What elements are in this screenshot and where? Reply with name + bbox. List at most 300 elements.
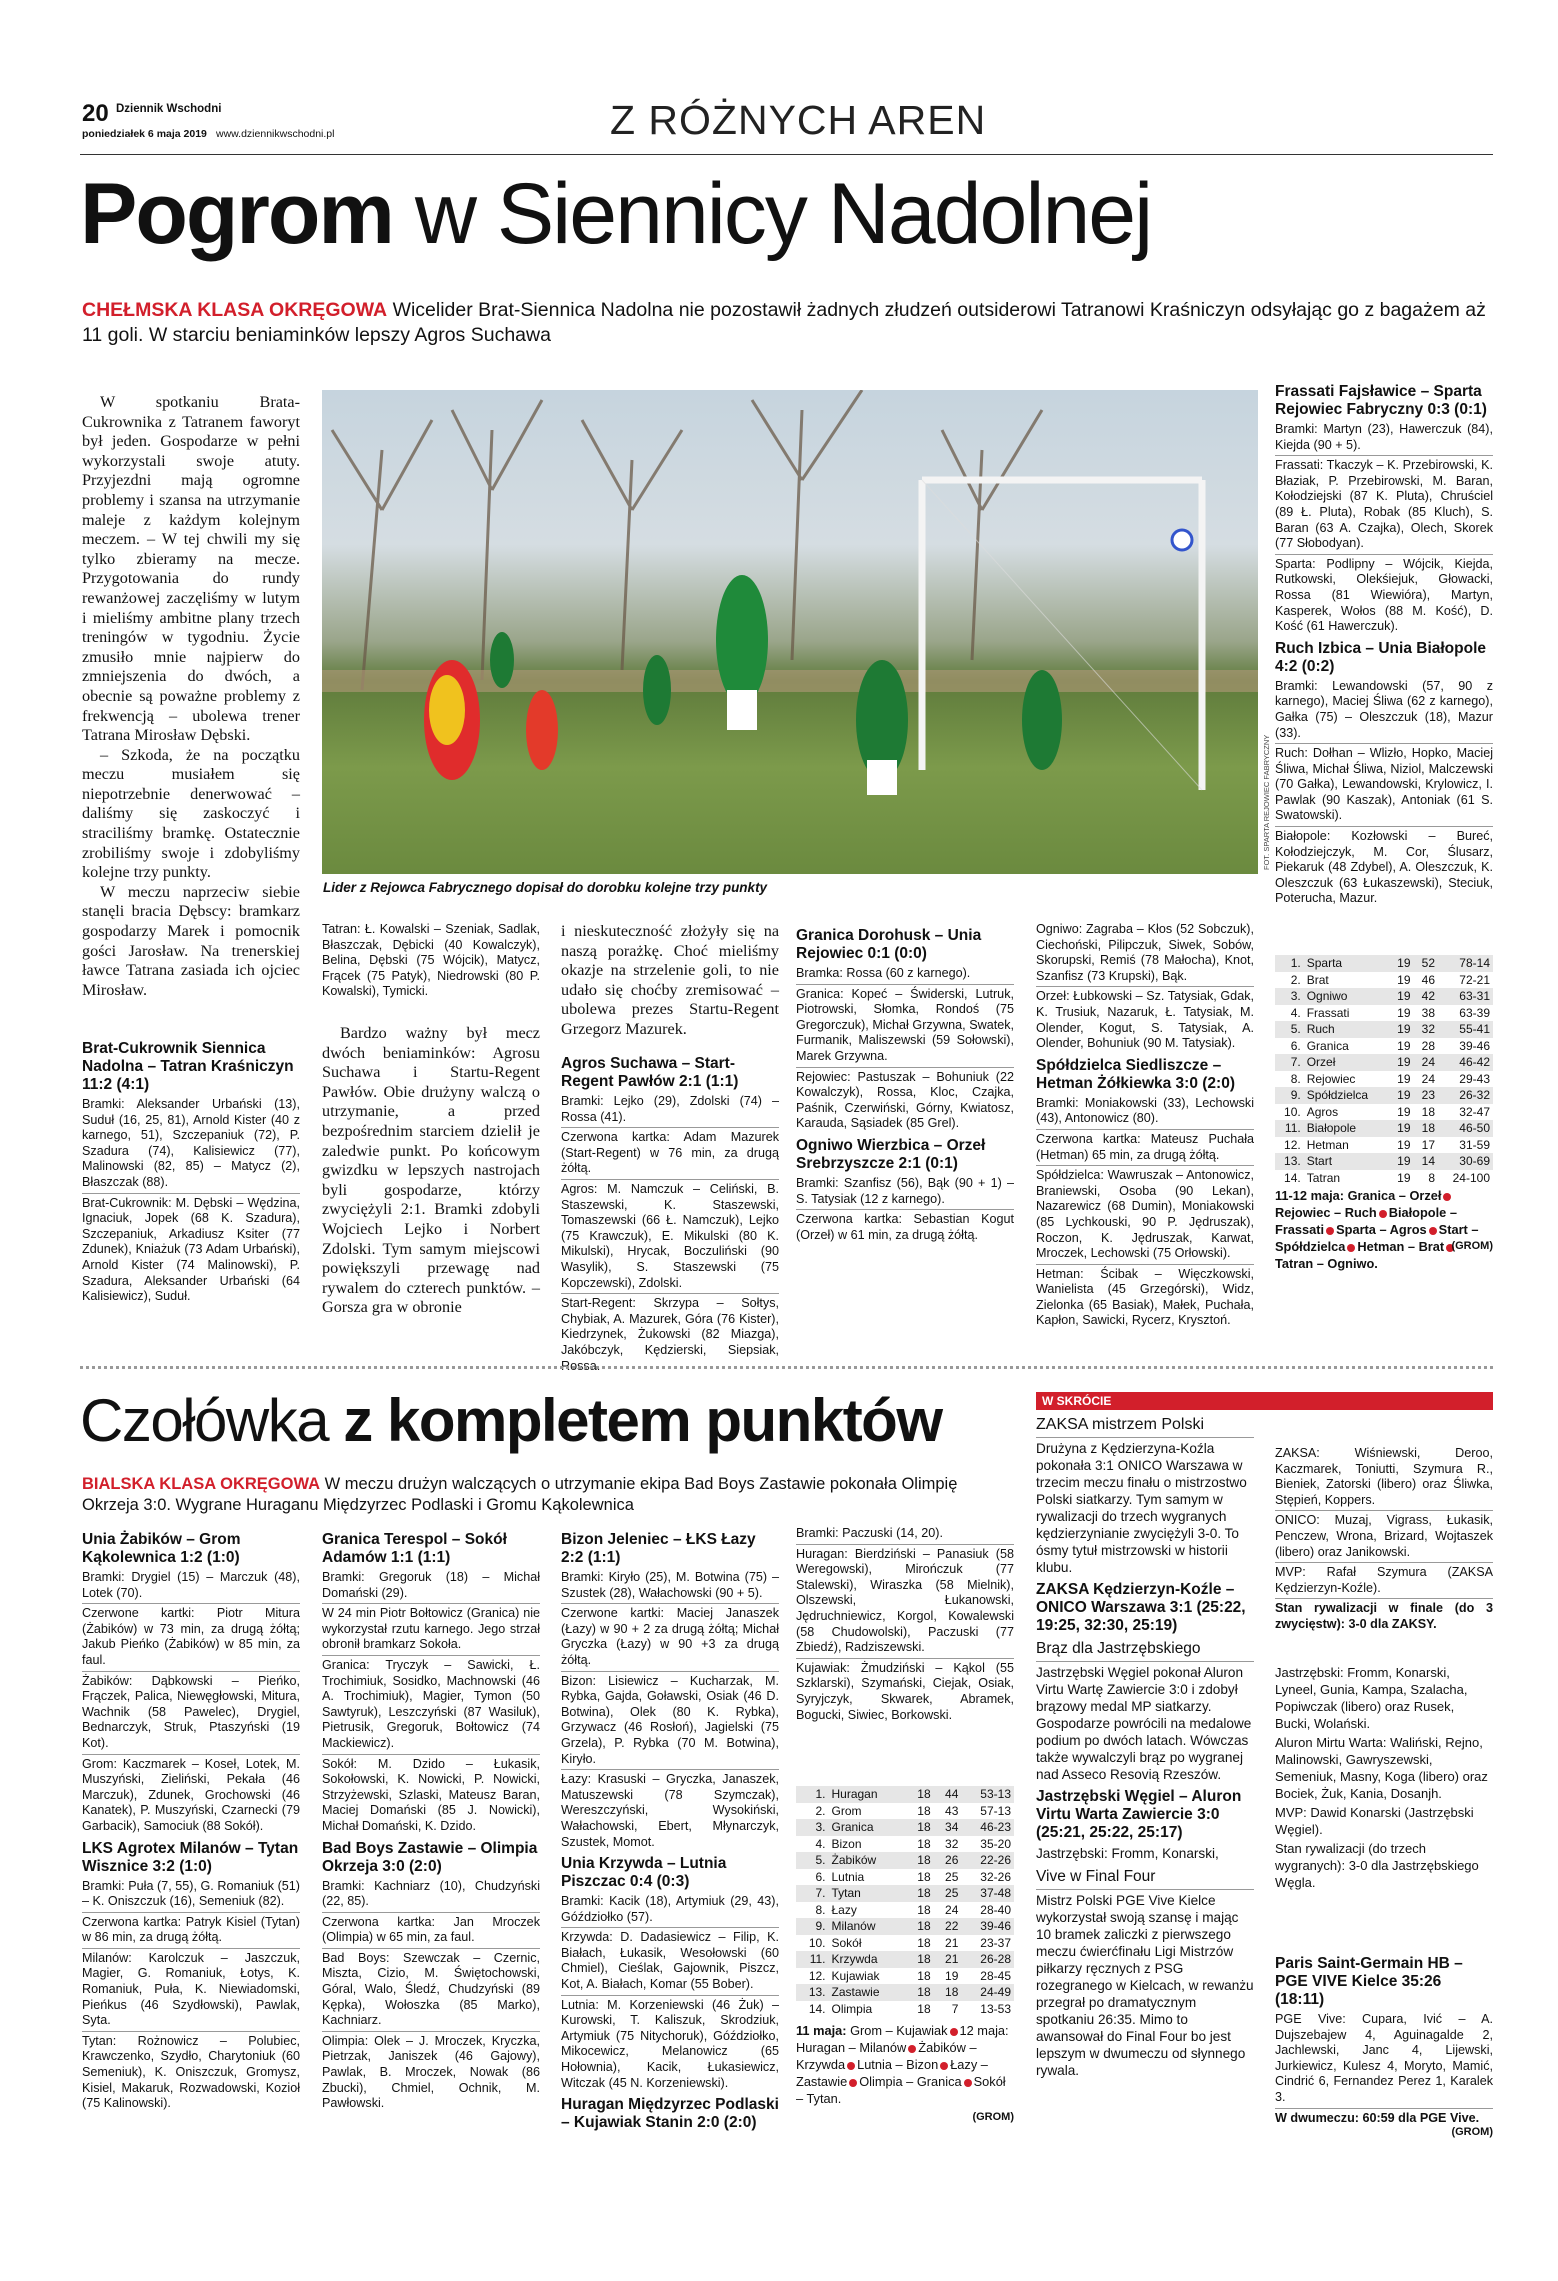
match-report [82,1035,300,1307]
table-cell: 72-21 [1459,972,1490,987]
table-row [796,1885,1014,1902]
table-cell: Kujawiak [831,1968,880,1983]
table-cell: 28-45 [980,1968,1011,1983]
table-row [1275,1021,1493,1038]
red-card: Czerwone kartki: Piotr Mitura (Żabików) w 73 min, za drugą żółtą; Jakub Pieńko (Żabików) w 85 min, za faul. [82,1603,300,1668]
table-row [796,1935,1014,1952]
table-cell: 18 [917,1869,931,1884]
lineup-away: Orzeł: Łubkowski – Sz. Tatysiak, Gdak, K. Trusiuk, Nazaruk, Ł. Tatysiak, M. Olender, Kogut, S. Tatysiak, A. Olender, Bohuniuk (90 M. Tatysiak). [1036,986,1254,1051]
table-cell: 19 [945,1968,959,1983]
lineup-away: Lutnia: M. Korzeniewski (46 Żuk) – Kurowski, T. Kaliszuk, Skrodziuk, Artymiuk (75 Nitychoruk), Góździołko, Mikocewicz, Melanowicz (65 Hołownia), Kacik, Łukasiewicz, Witczak (45 N. Korzeniewski). [561,1995,779,2092]
brief-col-2 [1275,1446,1493,1635]
red-card: Czerwona kartka: Jan Mroczek (Olimpia) w 65 min, za faul. [322,1912,540,1946]
final-status: Stan rywalizacji w finale (do 3 zwycięstw): 3-0 dla ZAKSY. [1275,1598,1493,1632]
table-cell: 22-26 [980,1853,1011,1868]
table-cell: 19 [1397,1038,1411,1053]
goals: Bramki: Lejko (29), Zdolski (74) – Rossa (41). [561,1094,779,1124]
table-cell: 8. [815,1902,826,1917]
lineup-home: Huragan: Bierdziński – Panasiuk (58 Weregowski), Mirończuk (77 Stalewski), Wiraszka (58 Mielnik), Olszewski, Łukanowski, Jędruchniewicz, Korgol, Kowalewski (58 Chudowolski), Paczuski (77 Zbiedź), Radziszewski. [796,1544,1014,1656]
table-row [796,1951,1014,1968]
lineup-away: Tatran: Ł. Kowalski – Szeniak, Sadlak, Błaszczak, Dębicki (40 Kowalczyk), Belina, Dębski (75 Wójcik), Matycz, Frącek (75 Patyk), Niedrowski (80 P. Kowalski), Tymicki. [322,922,540,999]
table-cell: 18 [917,1787,931,1802]
table-cell: 46-42 [1459,1055,1490,1070]
table-cell: 12. [808,1968,826,1983]
table-cell: 11. [1284,1121,1301,1136]
fixture: Łazy – Zastawie [796,2057,988,2089]
article-1-body-c [561,922,779,1040]
table-cell: 18 [917,1803,931,1818]
table-cell: 19 [1397,989,1411,1004]
table-cell: 24 [1421,1071,1436,1086]
lineup-away: Łazy: Krasuski – Gryczka, Janaszek, Matuszewski (78 Szymczak), Wereszczyński, Wysokiński, Wałachowski, Ebert, Młynarczyk, Szustek, Momot. [561,1769,779,1850]
table-cell: 55-41 [1459,1022,1490,1037]
table-cell: 11. [809,1952,826,1967]
table-cell: 39-46 [980,1919,1011,1934]
lead-1-tag: CHEŁMSKA KLASA OKRĘGOWA [82,299,388,321]
table-cell: 78-14 [1459,956,1490,971]
lineup-away: Grom: Kaczmarek – Koseł, Lotek, M. Muszyński, Zieliński, Pekała (46 Marczuk), Zdunek, Grochowski (46 Kanatek), P. Muszyński, Czarnecki (79 Garbacik), Samociuk (88 Sokół). [82,1754,300,1835]
lineup-home: PGE Vive: Cupara, Ivić – A. Dujszebajew 4, Aguinagalde 2, Jachlewski, Janc 4, Lijewski, Jurkiewicz, Kulesz 4, Moryto, Mamić, Cindrić 6, Fernandez Perez 1, Karalek 3. [1275,2012,1493,2104]
final-status: Stan rywalizacji (do trzech wygranych): 3-0 dla Jastrzębskiego Węgla. [1275,1841,1479,1890]
next-fixtures-2 [796,2022,1014,2107]
author-sign: (GROM) [1451,1240,1493,1252]
goals: Bramki: Szanfisz (56), Bąk (90 + 1) – S. Tatysiak (12 z karnego). [796,1175,1014,1206]
photo-caption: Lider z Rejowca Fabrycznego dopisał do dorobku kolejne trzy punkty [323,880,768,895]
table-cell: 19 [1397,1137,1411,1152]
table-cell: 18 [917,1985,931,2000]
table-row [1275,1137,1493,1154]
lineup-away: ONICO: Muzaj, Vigrass, Łukasik, Penczew, Wrona, Brizard, Wojtaszek (libero) oraz Janikowski. [1275,1510,1493,1560]
table-cell: 14 [1421,1154,1436,1169]
table-cell: 10. [808,1935,826,1950]
section-title: Z RÓŻNYCH AREN [610,97,987,143]
mvp: MVP: Rafał Szymura (ZAKSA Kędzierzyn-Koźle). [1275,1562,1493,1596]
brief-col-1 [1036,1416,1254,2081]
table-cell: 3. [815,1820,826,1835]
table-cell: Zastawie [831,1985,880,2000]
table-cell: 6. [1290,1038,1301,1053]
lead-2-tag: BIALSKA KLASA OKRĘGOWA [82,1475,321,1493]
table-cell: 19 [1397,1154,1411,1169]
match-title: Jastrzębski Węgiel – Aluron Virtu Warta Zawiercie 3:0 (25:21, 25:22, 25:17) [1036,1788,1242,1841]
bullet-icon [908,2045,916,2053]
table-cell: 5. [1290,1022,1301,1037]
fixture: Białopole – Frassati [1275,1205,1457,1237]
table-cell: 18 [917,1886,931,1901]
table-cell: Ruch [1306,1022,1335,1037]
match-report [796,922,1014,1245]
table-cell: 13. [808,1985,826,2000]
goals: Bramki: Martyn (23), Hawerczuk (84), Kiejda (90 + 5). [1275,422,1493,452]
table-cell: 63-39 [1459,1005,1490,1020]
table-cell: 8 [1428,1170,1436,1185]
table-cell: 19 [1397,1170,1411,1185]
table-cell: 25 [945,1886,959,1901]
red-card: Czerwona kartka: Patryk Kisiel (Tytan) w 86 min, za drugą żółtą. [82,1912,300,1946]
table-cell: 26-32 [1459,1088,1490,1103]
match-title: Frassati Fajsławice – Sparta Rejowiec Fabryczny 0:3 (0:1) [1275,383,1487,418]
match-title: LKS Agrotex Milanów – Tytan Wisznice 3:2 (1:0) [82,1839,299,1875]
table-cell: 37-48 [980,1886,1011,1901]
table-cell: 19 [1397,956,1411,971]
table-cell: Grom [831,1803,862,1818]
headline-2-bold: z kompletem punktów [343,1387,942,1454]
fixture: Sparta – Agros [1336,1222,1427,1237]
table-cell: 19 [1397,1104,1411,1119]
lineup-home: Bizon: Lisiewicz – Kucharzak, M. Rybka, Gajda, Goławski, Osiak (46 D. Botwina), Olek (80 K. Rybka), Grzywacz (46 Rosłoń), Jagielski (75 Grzela), P. Rybka (70 M. Botwina), Kiryło. [561,1671,779,1768]
table-cell: Brat [1306,972,1329,987]
section-divider [80,1366,1493,1369]
bullet-icon [950,2028,958,2036]
table-cell: 30-69 [1459,1154,1490,1169]
fixtures-label: 11 maja: [796,2023,851,2038]
table-cell: 13. [1284,1154,1301,1169]
table-cell: 14. [808,2001,826,2016]
match-report [796,1526,1014,1725]
lineup-home: ZAKSA: Wiśniewski, Deroo, Kaczmarek, Toniutti, Szymura R., Bieniek, Zatorski (libero) oraz Śliwka, Stępień, Koppers. [1275,1446,1493,1507]
table-cell: 22 [945,1919,959,1934]
aggregate: W dwumeczu: 60:59 dla PGE Vive. [1275,2108,1493,2127]
match-title: Granica Terespol – Sokół Adamów 1:1 (1:1) [322,1531,507,1566]
table-cell: 23-37 [980,1935,1011,1950]
table-cell: 35-20 [980,1836,1011,1851]
headline-1-rest: w Siennicy Nadolnej [414,166,1152,262]
table-cell: 19 [1397,1071,1411,1086]
match-photo [322,390,1258,874]
brief-col-2c [1275,1950,1493,2128]
table-cell: 29-43 [1459,1071,1490,1086]
table-cell: 25 [945,1869,959,1884]
photo-credit: FOT. SPARTA REJOWIEC FABRYCZNY [1262,734,1271,870]
table-cell: 1. [1290,956,1301,971]
match-title: Spółdzielca Siedliszcze – Hetman Żółkiewka 3:0 (2:0) [1036,1056,1235,1092]
brief-col-2b [1275,1664,1493,1893]
match-report [561,1050,779,1376]
goals: Bramki: Drygiel (15) – Marczuk (48), Lotek (70). [82,1570,300,1600]
lineup-away: Aluron Mirtu Warta: Waliński, Rejno, Malinowski, Gawryszewski, Semeniuk, Masny, Koga (libero) oraz Bociek, Żuk, Kania, Dosanjh. [1275,1735,1488,1801]
paragraph: W meczu naprzeciw siebie stanęli bracia Dębscy: bramkarz gospodarzy Marek i pomocnik gości Jarosław. Na trenerskiej ławce Tatrana zasiada ich ojciec Mirosław. [82,882,300,999]
brief-text: Jastrzębski Węgiel pokonał Aluron Virtu Wartę Zawiercie 3:0 i zdobył brązowy medal MP siatkarzy. Gospodarze powrócili na medalowe podium po dwóch latach. Wówczas także wywalczyli brąz po wygranej nad Asseco Resovią Rzeszów. [1036,1661,1254,1783]
lineup-home: Granica: Tryczyk – Sawicki, Ł. Trochimiuk, Sosidko, Machnowski (46 A. Trochimiuk), Magier, Tymon (50 Sawtyruk), Leszczyński (87 Wasiluk), Pietrusik, Gregoruk, Bołtowicz (74 Mackiewicz). [322,1655,540,1752]
match-title: Bad Boys Zastawie – Olimpia Okrzeja 3:0 (2:0) [322,1839,538,1875]
fixture: Hetman – Brat [1357,1239,1445,1254]
match-title: Ogniwo Wierzbica – Orzeł Srebrzyszcze 2:1 (0:1) [796,1136,986,1172]
table-cell: 5. [815,1853,826,1868]
table-cell: 43 [945,1803,959,1818]
table-cell: 38 [1421,1005,1436,1020]
match-title: Granica Dorohusk – Unia Rejowiec 0:1 (0:0) [796,927,982,962]
lineup-home: Frassati: Tkaczyk – K. Przebirowski, K. Błaziak, P. Przebirowski, M. Baran, Kołodziejski (87 K. Pluta), Chruściel (89 Ł. Pluta), Robak (85 Kluch), S. Baran (63 A. Czajka), Olech, Skorek (77 Słobodyan). [1275,455,1493,552]
table-cell: 19 [1397,1121,1411,1136]
table-cell: 18 [917,2001,931,2016]
bullet-icon [940,2062,948,2070]
table-row [1275,1005,1493,1022]
table-cell: 42 [1421,989,1436,1004]
lineup-away: Kujawiak: Żmudziński – Kąkol (55 Szklarski), Szymański, Ciejak, Osiak, Syryjczyk, Skwarek, Abramek, Bogucki, Siwiec, Borkowski. [796,1658,1014,1723]
table-cell: 24-100 [1452,1170,1490,1185]
bullet-icon [1379,1210,1387,1218]
lineup-home: Milanów: Karolczuk – Jaszczuk, Magier, G. Romaniuk, Łotys, K. Romaniuk, Puła, K. Niewiadomski, Pieńkus (46 Szydłowski), Pawlak, Syta. [82,1948,300,2029]
table-cell: 18 [917,1902,931,1917]
site-url[interactable]: www.dziennikwschodni.pl [216,128,335,140]
goals: Bramka: Rossa (60 z karnego). [796,966,971,980]
bullet-icon [1443,1193,1451,1201]
table-cell: 18 [917,1968,931,1983]
table-row [1275,1120,1493,1137]
table-cell: 7 [951,2001,959,2016]
table-cell: 13-53 [980,2001,1011,2016]
match-title: ZAKSA Kędzierzyn-Koźle – ONICO Warszawa 3:1 (25:22, 19:25, 32:30, 25:19) [1036,1581,1246,1634]
table-row [1275,988,1493,1005]
lead-2-text: W meczu drużyn walczących o utrzymanie ekipa Bad Boys Zastawie pokonała Olimpię Okrzeja 3:0. Wygrane Huraganu Międzyrzec Podlaski i Gromu Kąkolewnica [82,1475,958,1514]
lead-1-text: Wicelider Brat-Siennica Nadolna nie pozostawił żadnych złudzeń outsiderowi Tatranowi Kraśniczyn odsyłając go z bagażem aż 11 goli. W starciu beniaminków lepszy Agros Suchawa [82,299,1486,346]
lead-1 [82,298,1487,348]
table-cell: 32-26 [980,1869,1011,1884]
league-table-1 [1275,955,1493,1186]
table-row [1275,1104,1493,1121]
fixture: Start – Spółdzielca [1275,1222,1479,1254]
table-cell: 19 [1397,972,1411,987]
table-cell: 39-46 [1459,1038,1490,1053]
table-cell: 19 [1397,1088,1411,1103]
table-cell: 63-31 [1459,989,1490,1004]
table-cell: Żabików [831,1853,877,1868]
fixture: Rejowiec – Ruch [1275,1205,1377,1220]
brief-title: Vive w Final Four [1036,1868,1156,1885]
table-cell: 24 [1421,1055,1436,1070]
table-row [1275,1153,1493,1170]
table-cell: 24-49 [980,1985,1011,2000]
table-row [1275,1071,1493,1088]
fixture: Lutnia – Bizon [857,2057,939,2072]
paragraph: i nieskuteczność złożyły się na naszą porażkę. Choć mieliśmy okazje na strzelenie goli, to nie udało się choćby zremisować – ubolewa prezes Startu-Regent Grzegorz Mazurek. [561,922,779,1038]
table-cell: 18 [945,1985,959,2000]
table-cell: Milanów [831,1919,876,1934]
headline-1 [80,164,1151,264]
fixture: 12 maja: Huragan – Milanów [796,2023,1009,2055]
table-row [796,1968,1014,1985]
table-row [1275,972,1493,989]
table-cell: 24 [945,1902,959,1917]
table-cell: 21 [945,1935,959,1950]
headline-2-light: Czołówka [80,1387,329,1454]
table-row [796,1803,1014,1820]
match-report [322,1526,540,2114]
goals: Bramki: Kacik (18), Artymiuk (29, 43), Góździołko (57). [561,1894,779,1924]
table-cell: Sokół [831,1935,862,1950]
table-cell: Orzeł [1306,1055,1336,1070]
author-sign: (GROM) [972,2111,1014,2123]
match-title: Unia Żabików – Grom Kąkolewnica 1:2 (1:0) [82,1531,241,1566]
table-cell: 18 [1421,1104,1436,1119]
paragraph: Bardzo ważny był mecz dwóch beniaminków: Agrosu Suchawa i Startu-Regent Pawłów. Obie drużyny walczą o utrzymanie, a przed bezpośrednim starciem dzielił je zaledwie punkt. Po końcowym gwizdku w lepszych nastrojach byli gospodarze, którzy zwyciężyli 2:1. Bramki zdobyli Wojciech Lejko i Norbert Zdolski. Tym samym miejscowi powiększyli przewagę nad rywalem do czterech punktów. – Gorsza gra w obronie [322,1024,540,1317]
table-cell: 7. [815,1886,826,1901]
paragraph: W spotkaniu Brata-Cukrownika z Tatranem faworyt był jeden. Gospodarze w pełni wykorzystali swoje atuty. Przyjezdni mają ogromne problemy i szansa na utrzymanie maleje z każdym kolejnym meczem. – W tej chwili my się tylko zbieramy na mecze. Przygotowania do rundy rewanżowej zaczęliśmy w lutym i mieliśmy ambitne plany trzech treningów w tygodniu. Życie zmusiło mnie najpierw do zmniejszenia do dwóch, a obecnie są poważne problemy z frekwencją – ubolewa trener Tatrana Mirosław Dębski. [82,393,300,745]
table-row [796,1786,1014,1803]
lineup-home: Jastrzębski: Fromm, Konarski, [1036,1846,1219,1861]
table-cell: Krzywda [831,1952,878,1967]
table-cell: 26-28 [980,1952,1011,1967]
table-cell: Frassati [1306,1005,1350,1020]
table-cell: 52 [1421,956,1436,971]
header-rule [80,154,1493,155]
bullet-icon [1429,1227,1437,1235]
goals: Bramki: Gregoruk (18) – Michał Domański (29). [322,1570,540,1600]
lineup-home: Bad Boys: Szewczak – Czernic, Miszta, Cizio, M. Świętochowski, Góral, Walo, Śledź, Chudzyński (89 Kępka), Wołoszka (85 Marko), Kachniarz. [322,1948,540,2029]
bullet-icon [847,2062,855,2070]
match-report [561,1526,779,2135]
table-cell: 8. [1290,1071,1301,1086]
table-row [796,1836,1014,1853]
lineup-away: Olimpia: Olek – J. Mroczek, Kryczka, Pietrzak, Janiszek (46 Gajowy), Pawlak, B. Mroczek, Nowak (86 Zbucki), Chmiel, Ochnik, M. Pawłowski. [322,2031,540,2112]
table-row [796,1852,1014,1869]
brief-tag: W SKRÓCIE [1036,1392,1493,1410]
table-cell: 18 [917,1836,931,1851]
table-cell: Bizon [831,1836,862,1851]
brief-text: Mistrz Polski PGE Vive Kielce wykorzystał swoją szansę i mając 10 bramek zaliczki z pierwszego meczu ćwierćfinału Ligi Mistrzów piłkarzy ręcznych z PSG rozegranego w Kielcach, w rewanżu przegrał po dramatycznym spotkaniu 26:35. Mimo to awansował do Final Four bo jest lepszym w dwumeczu od słynnego rywala. [1036,1889,1254,2079]
match-title: Huragan Międzyrzec Podlaski – Kujawiak Stanin 2:0 (2:0) [561,2096,779,2132]
table-cell: Lutnia [831,1869,865,1884]
goals: Bramki: Kiryło (25), M. Botwina (75) – Szustek (28), Wałachowski (90 + 5). [561,1570,779,1600]
headline-1-bold: Pogrom [80,166,393,262]
table-row [1275,955,1493,972]
fixture: Sokół – Tytan. [796,2074,1006,2106]
fixture: Granica – Orzeł [1347,1188,1442,1203]
table-row [796,1902,1014,1919]
fixture: Tatran – Ogniwo. [1275,1256,1378,1271]
red-card: Czerwone kartki: Maciej Janaszek (Łazy) w 90 + 2 za drugą żółtą; Michał Gryczka (Łazy) w 90 +3 za drugą żółtą. [561,1603,779,1668]
table-cell: Spółdzielca [1306,1088,1369,1103]
table-cell: 7. [1290,1055,1301,1070]
table-cell: 18 [917,1919,931,1934]
table-cell: Tytan [831,1886,861,1901]
table-cell: 57-13 [980,1803,1011,1818]
lineup-home: Krzywda: D. Dadasiewicz – Filip, K. Białach, Łukasik, Wesołowski (60 Chmiel), Cieślak, Gajownik, Piszcz, Kot, A. Białach, Komar (55 Bober). [561,1927,779,1992]
table-cell: Granica [831,1820,874,1835]
table-cell: 4. [1290,1005,1301,1020]
table-cell: 19 [1397,1055,1411,1070]
table-row [796,1819,1014,1836]
table-cell: Białopole [1306,1121,1357,1136]
fixture: Grom – Kujawiak [850,2023,948,2038]
table-cell: 28 [1421,1038,1436,1053]
lineup-home: Ogniwo: Zagraba – Kłos (52 Sobczuk), Ciechoński, Pilipczuk, Siwek, Sobów, Skorupski, Remiś (78 Małocha), Knot, Szanfisz (73 Krupski), Bąk. [1036,922,1254,983]
table-cell: Rejowiec [1306,1071,1356,1086]
lineup-home: Jastrzębski: Fromm, Konarski, Lyneel, Gunia, Kampa, Szalacha, Popiwczak (libero) oraz Rusek, Bucki, Wolański. [1275,1665,1468,1731]
table-cell: 44 [945,1787,959,1802]
lineup-away: Start-Regent: Skrzypa – Sołtys, Chybiak, A. Mazurek, Góra (76 Kister), Kiedrzynek, Żukowski (82 Miazga), Jakóbczyk, Kędzierski, Siepsiak, Rossa. [561,1293,779,1374]
article-1-body-a [82,393,300,1000]
match-title: Agros Suchawa – Start-Regent Pawłów 2:1 (1:1) [561,1055,739,1090]
table-cell: 32-47 [1459,1104,1490,1119]
table-cell: 32 [1421,1022,1436,1037]
table-cell: 18 [917,1820,931,1835]
goals: Bramki: Moniakowski (33), Lechowski (43), Antonowicz (80). [1036,1095,1254,1126]
bullet-icon [964,2079,972,2087]
table-cell: 53-13 [980,1787,1011,1802]
table-cell: 18 [917,1853,931,1868]
table-cell: 18 [917,1935,931,1950]
author-sign: (GROM) [1451,2126,1493,2138]
brief-title: Brąz dla Jastrzębskiego [1036,1640,1201,1657]
table-row [796,1869,1014,1886]
article-1-body-b [322,1024,540,1318]
table-cell: 19 [1397,1022,1411,1037]
lineup-away: Białopole: Kozłowski – Bureć, Kołodziejczyk, M. Cor, Ślusarz, Piekaruk (48 Zdybel), A. Oleszczuk, K. Oleszczuk (63 Łukaszewski), Steciuk, Poterucha, Mazur. [1275,826,1493,907]
headline-2 [80,1386,942,1456]
photo-illustration [322,390,1258,874]
table-cell: 1. [815,1787,826,1802]
goals: Bramki: Aleksander Urbański (13), Suduł (16, 25, 81), Arnold Kister (40 z karnego, 51), Szczepaniuk (72), P. Szadura (74), Kalisiewicz (77), Malinowski (82, 85) – Matycz (2), Błaszczak (88). [82,1097,300,1189]
match-title: Paris Saint-Germain HB – PGE VIVE Kielce 35:26 (18:11) [1275,1955,1463,2008]
fixtures-label: 11-12 maja: [1275,1188,1348,1203]
table-cell: 6. [815,1869,826,1884]
table-cell: Olimpia [831,2001,873,2016]
table-row [796,1918,1014,1935]
table-cell: 9. [1290,1088,1301,1103]
lineup-home: Granica: Kopeć – Świderski, Lutruk, Piotrowski, Słomka, Rondoś (75 Gregorczuk), Michał Grzywna, Swatek, Furmanik, Maliszewski (59 Sołowski), Marek Grzywna. [796,984,1014,1065]
lineup-away: Sparta: Podlipny – Wójcik, Kiejda, Rutkowski, Olekśiejuk, Głowacki, Rossa (81 Wiewióra), Martyn, Kasperek, Wołos (88 M. Kość), D. Kość (61 Hawerczuk). [1275,554,1493,635]
bullet-icon [1326,1227,1334,1235]
table-cell: 28-40 [980,1902,1011,1917]
table-cell: Ogniwo [1306,989,1348,1004]
page-number: 20 [82,100,109,127]
red-card: Czerwona kartka: Sebastian Kogut (Orzeł) w 61 min, za drugą żółtą. [796,1209,1014,1243]
table-cell: Agros [1306,1104,1339,1119]
table-cell: 46-50 [1459,1121,1490,1136]
table-row [1275,1087,1493,1104]
lineup-away: Sokół: M. Dzido – Łukasik, Sokołowski, K. Nowicki, P. Nowicki, Strzyżewski, Szlaski, Mateusz Baran, Maciej Domański (85 J. Nowicki), Michał Domański, K. Dzido. [322,1754,540,1835]
table-cell: 12. [1284,1137,1301,1152]
table-cell: 46 [1421,972,1436,987]
goals: Bramki: Paczuski (14, 20). [796,1526,943,1540]
lineup-away: Tytan: Rożnowicz – Polubiec, Krawczenko, Szydło, Charytoniuk (60 Semeniuk), K. Oniszczuk, Gromysz, Kisiel, Makaruk, Rozwadowski, Kozioł (75 Kalinowski). [82,2031,300,2112]
table-cell: 14. [1284,1170,1301,1185]
table-row [796,1984,1014,2001]
table-cell: 10. [1284,1104,1301,1119]
table-cell: Sparta [1306,956,1343,971]
goals: Bramki: Kachniarz (10), Chudzyński (22, 85). [322,1878,540,1909]
lineup-home: Brat-Cukrownik: M. Dębski – Wędzina, Ignaciuk, Jopek (68 K. Szadura), Szczepaniuk, Arkadiusz Ksiter (77 Zdunek), Kniażuk (73 Adam Urbański), Arnold Kister (74 Malinowski), P. Szadura, Aleksander Urbański (64 Kalisiewicz), Suduł. [82,1193,300,1305]
table-cell: 4. [815,1836,826,1851]
table-cell: 34 [945,1820,959,1835]
lineup-away: Rejowiec: Pastuszak – Bohuniuk (22 Kowalczyk), Rossa, Kloc, Czajka, Paśnik, Czerwiński, Górny, Kwiatosz, Karauda, Sąsiadek (85 Grel). [796,1067,1014,1132]
match-report [1036,922,1254,1331]
match-title: Ruch Izbica – Unia Białopole 4:2 (0:2) [1275,639,1487,675]
lead-2 [82,1474,1017,1516]
table-cell: 18 [917,1952,931,1967]
league-table-2 [796,1786,1014,2017]
table-row [1275,1038,1493,1055]
match-report [322,922,540,1002]
goals: Bramki: Lewandowski (57, 90 z karnego), Maciej Śliwa (62 z karnego), Gałka (75) – Oleszczuk (18), Mazur (33). [1275,678,1493,740]
table-row [1275,1170,1493,1187]
match-title: Brat-Cukrownik Siennica Nadolna – Tatran Kraśniczyn 11:2 (4:1) [82,1040,294,1093]
table-cell: Huragan [831,1787,878,1802]
brief-title: ZAKSA mistrzem Polski [1036,1416,1205,1433]
table-cell: 19 [1397,1005,1411,1020]
table-cell: 46-23 [980,1820,1011,1835]
table-cell: 9. [815,1919,826,1934]
table-cell: 23 [1421,1088,1436,1103]
table-cell: 26 [945,1853,959,1868]
table-cell: Tatran [1306,1170,1341,1185]
lineup-away: Hetman: Ścibak – Więczkowski, Wanielista (45 Grzegórski), Widz, Zielonka (65 Basiak), Małek, Puchała, Kapłon, Sawicki, Rycerz, Krysztoń. [1036,1264,1254,1329]
issue-date: poniedziałek 6 maja 2019 [82,128,207,140]
table-cell: 2. [815,1803,826,1818]
table-cell: Start [1306,1154,1333,1169]
fixture: Olimpia – Granica [859,2074,962,2089]
